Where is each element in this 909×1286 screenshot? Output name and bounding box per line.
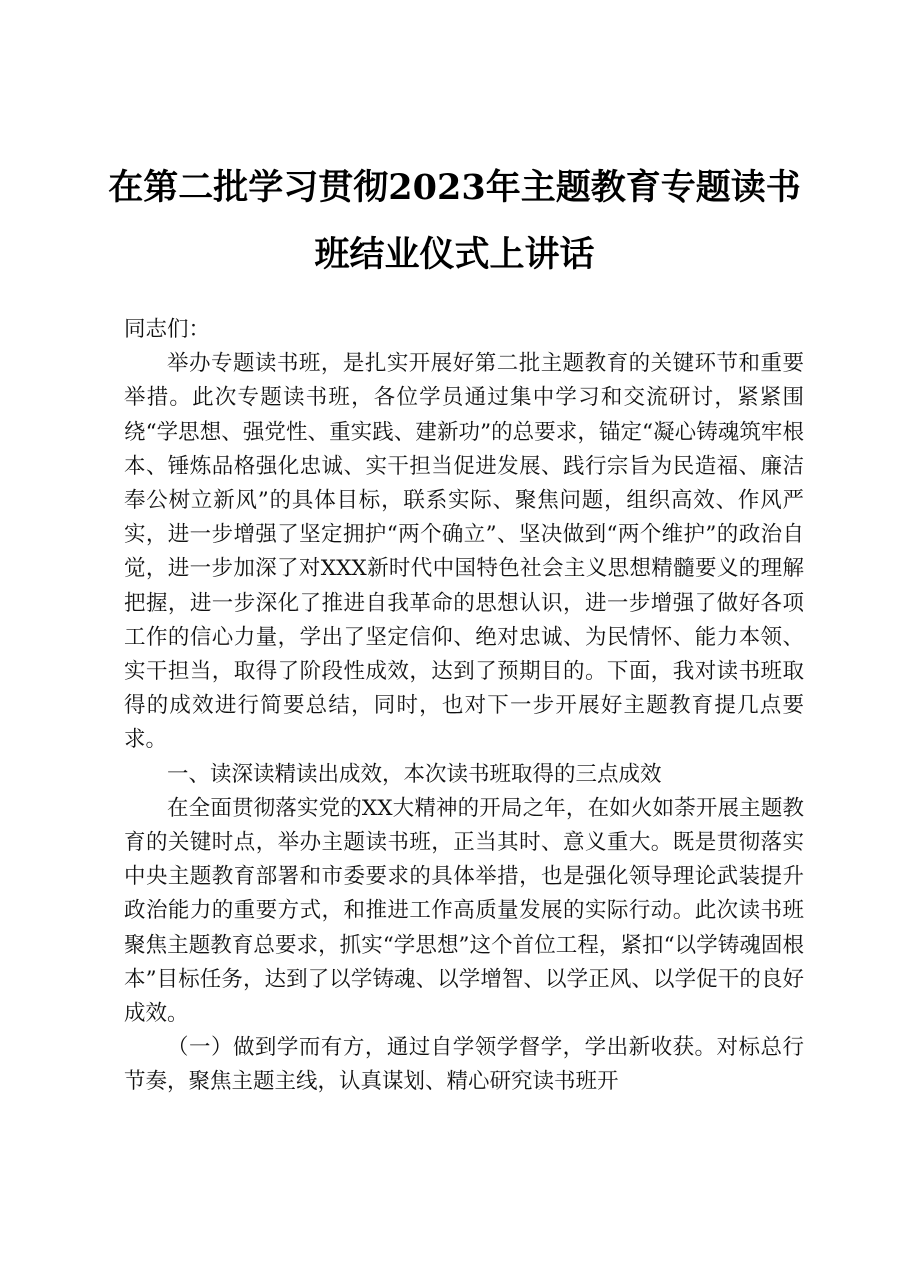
document-title-line-2: 班结业仪式上讲话 [314, 234, 595, 275]
paragraph-section-1: 在全面贯彻落实党的XX大精神的开局之年，在如火如荼开展主题教育的关键时点，举办主题读书班，正当其时、意义重大。既是贯彻落实中央主题教育部署和市委要求的具体举措，也是强化领导理论武装提升政治能力的重要方式，和推进工作高质量发展的实际行动。此次读书班聚焦主题教育总要求，抓实“学思想”这个首位工程，紧扣“以学铸魂固根本”目标任务，达到了以学铸魂、以学增智、以学正风、以学促干的良好成效。 [124, 795, 804, 1027]
document-body [124, 313, 804, 1100]
salutation: 同志们： [124, 317, 211, 342]
subsection-heading-1: （一）做到学而有方，通过自学领学督学，学出新收获。对标总行节奏，聚焦主题主线，认真谋划、精心研究读书班开 [124, 1035, 804, 1095]
document-title-line-1: 在第二批学习贯彻2023年主题教育专题读书 [108, 167, 801, 208]
paragraph-intro: 举办专题读书班，是扎实开展好第二批主题教育的关键环节和重要举措。此次专题读书班，各位学员通过集中学习和交流研讨，紧紧围绕“学思想、强党性、重实践、建新功”的总要求，锚定“凝心铸魂筑牢根本、锤炼品格强化忠诚、实干担当促进发展、践行宗旨为民造福、廉洁奉公树立新风”的具体目标，联系实际、聚焦问题，组织高效、作风严实，进一步增强了坚定拥护“两个确立”、坚决做到“两个维护”的政治自觉，进一步加深了对XXX新时代中国特色社会主义思想精髓要义的理解把握，进一步深化了推进自我革命的思想认识，进一步增强了做好各项工作的信心力量，学出了坚定信仰、绝对忠诚、为民情怀、能力本领、实干担当，取得了阶段性成效，达到了预期目的。下面，我对读书班取得的成效进行简要总结，同时，也对下一步开展好主题教育提几点要求。 [124, 351, 804, 753]
section-heading-1: 一、读深读精读出成效，本次读书班取得的三点成效 [167, 761, 662, 787]
